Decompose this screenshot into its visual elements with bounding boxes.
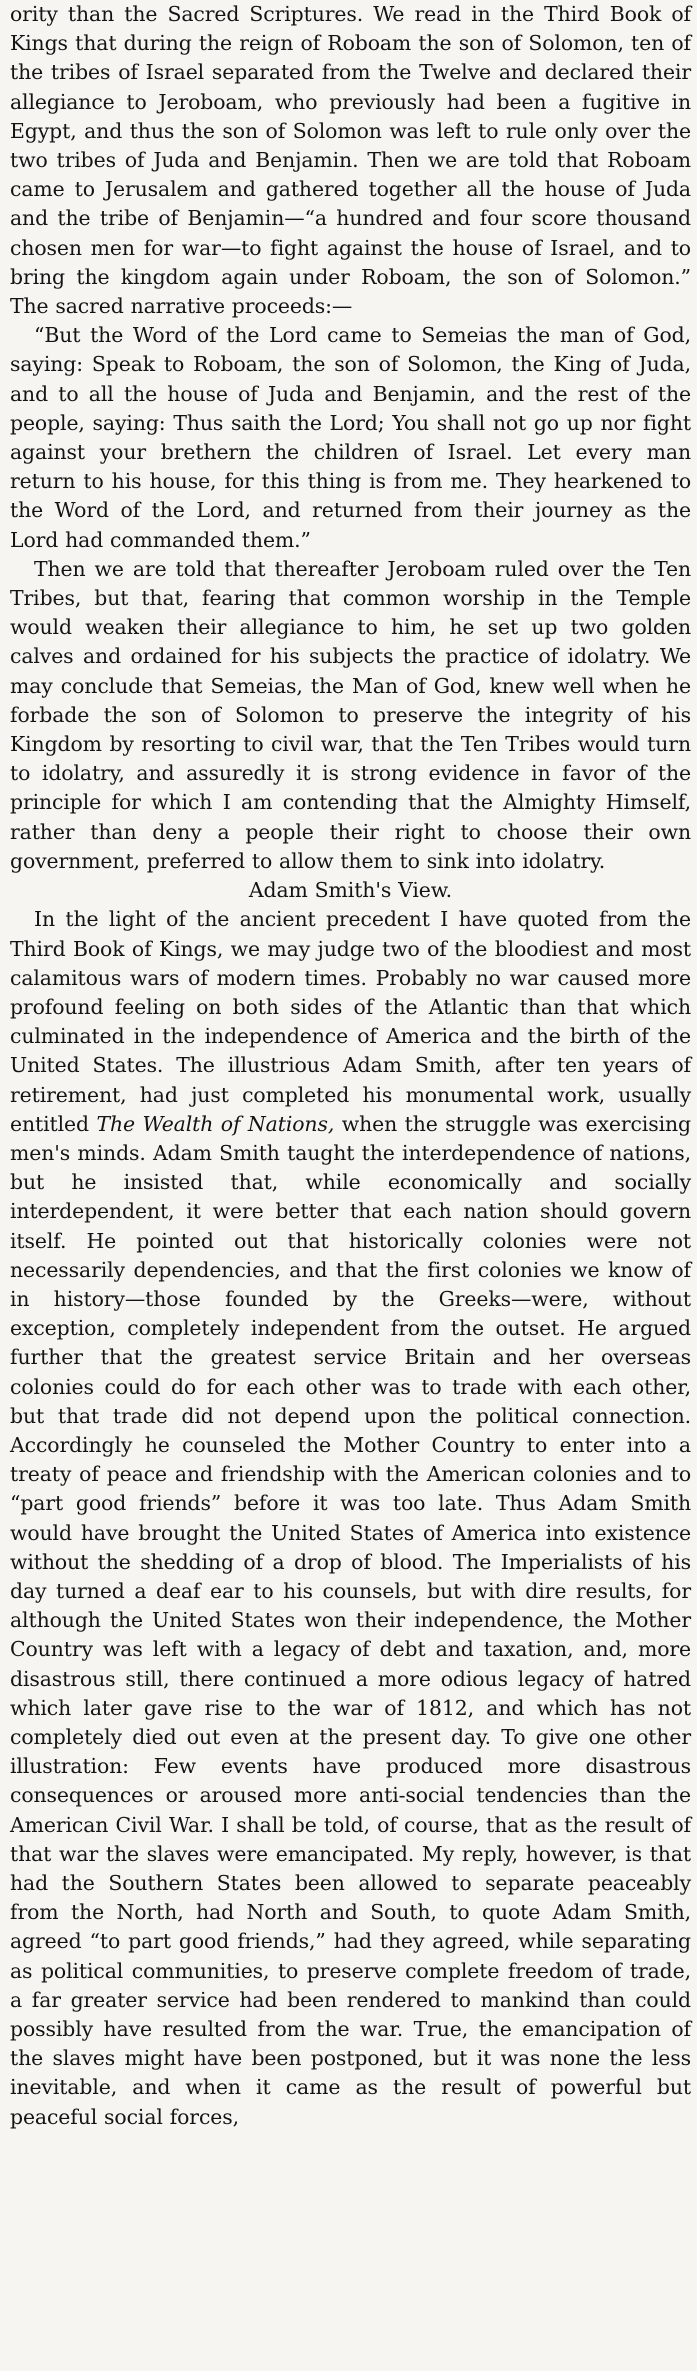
paragraph-text: In the light of the ancient precedent I have quoted from the Third Book of Kings, we may judge two of the bloodiest and most calamitous wars of modern times. Probably no war caused more profound feeling on both sides of the Atlantic than that which culminated in the independence of America and the birth of the United States. The illustrious Adam Smith, after ten years of retirement, had just completed his monumental work, usually entitled	[10, 907, 691, 1136]
book-title: The Wealth of Nations,	[96, 1111, 335, 1136]
article-paragraph: ority than the Sacred Scriptures. We read in the Third Book of Kings that during the reign of Roboam the son of Solomon, ten of the tribes of Israel separated from the Twelve and declared their allegiance to Jeroboam, who previously had been a fugitive in Egypt, and thus the son of Solomon was left to rule only over the two tribes of Juda and Benjamin. Then we are told that Roboam came to Jerusalem and gathered together all the house of Juda and the tribe of Benjamin—“a hundred and four score thousand chosen men for war—to fight against the house of Israel, and to bring the kingdom again under Roboam, the son of Solomon.” The sacred narrative proceeds:—	[10, 2, 691, 319]
article-paragraph	[10, 905, 691, 2132]
section-subheading: Adam Smith's View.	[248, 878, 453, 903]
article-paragraph: Then we are told that thereafter Jeroboam ruled over the Ten Tribes, but that, fearing that common worship in the Temple would weaken their allegiance to him, he set up two golden calves and ordained for his subjects the practice of idolatry. We may conclude that Semeias, the Man of God, knew well when he forbade the son of Solomon to preserve the integrity of his Kingdom by resorting to civil war, that the Ten Tribes would turn to idolatry, and assuredly it is strong evidence in favor of the principle for which I am contending that the Almighty Himself, rather than deny a people their right to choose their own government, preferred to allow them to sink into idolatry.	[10, 556, 691, 873]
scripture-quote: “But the Word of the Lord came to Semeias the man of God, saying: Speak to Roboam, the son of Solomon, the King of Juda, and to all the house of Juda and Benjamin, and the rest of the people, saying: Thus saith the Lord; You shall not go up nor fight against your brethern the children of Israel. Let every man return to his house, for this thing is from me. They hearkened to the Word of the Lord, and returned from their journey as the Lord had commanded them.”	[10, 323, 691, 552]
paragraph-text: when the struggle was exercising men's minds. Adam Smith taught the interdependence of nations, but he insisted that, while economically and socially interdependent, it were better that each nation should govern itself. He pointed out that historically colonies were not necessarily dependencies, and that the first colonies we know of in history—those founded by the Greeks—were, without exception, completely independent from the outset. He argued further that the greatest service Britain and her overseas colonies could do for each other was to trade with each other, but that trade did not depend upon the political connection. Accordingly he counseled the Mother Country to enter into a treaty of peace and friendship with the American colonies and to “part good friends” before it was too late. Thus Adam Smith would have brought the United States of America into existence without the shedding of a drop of blood. The Imperialists of his day turned a deaf ear to his counsels, but with dire results, for although the United States won their independence, the Mother Country was left with a legacy of debt and taxation, and, more disastrous still, there continued a more odious legacy of hatred which later gave rise to the war of 1812, and which has not completely died out even at the present day. To give one other illustration: Few events have produced more disastrous consequences or aroused more anti-social tendencies than the American Civil War. I shall be told, of course, that as the result of that war the slaves were emancipated. My reply, however, is that had the Southern States been allowed to separate peaceably from the North, had North and South, to quote Adam Smith, agreed “to part good friends,” had they agreed, while separating as political communities, to preserve complete freedom of trade, a far greater service had been rendered to mankind than could possibly have resulted from the war. True, the emancipation of the slaves might have been postponed, but it was none the less inevitable, and when it came as the result of powerful but peaceful social forces,	[10, 1111, 692, 2129]
